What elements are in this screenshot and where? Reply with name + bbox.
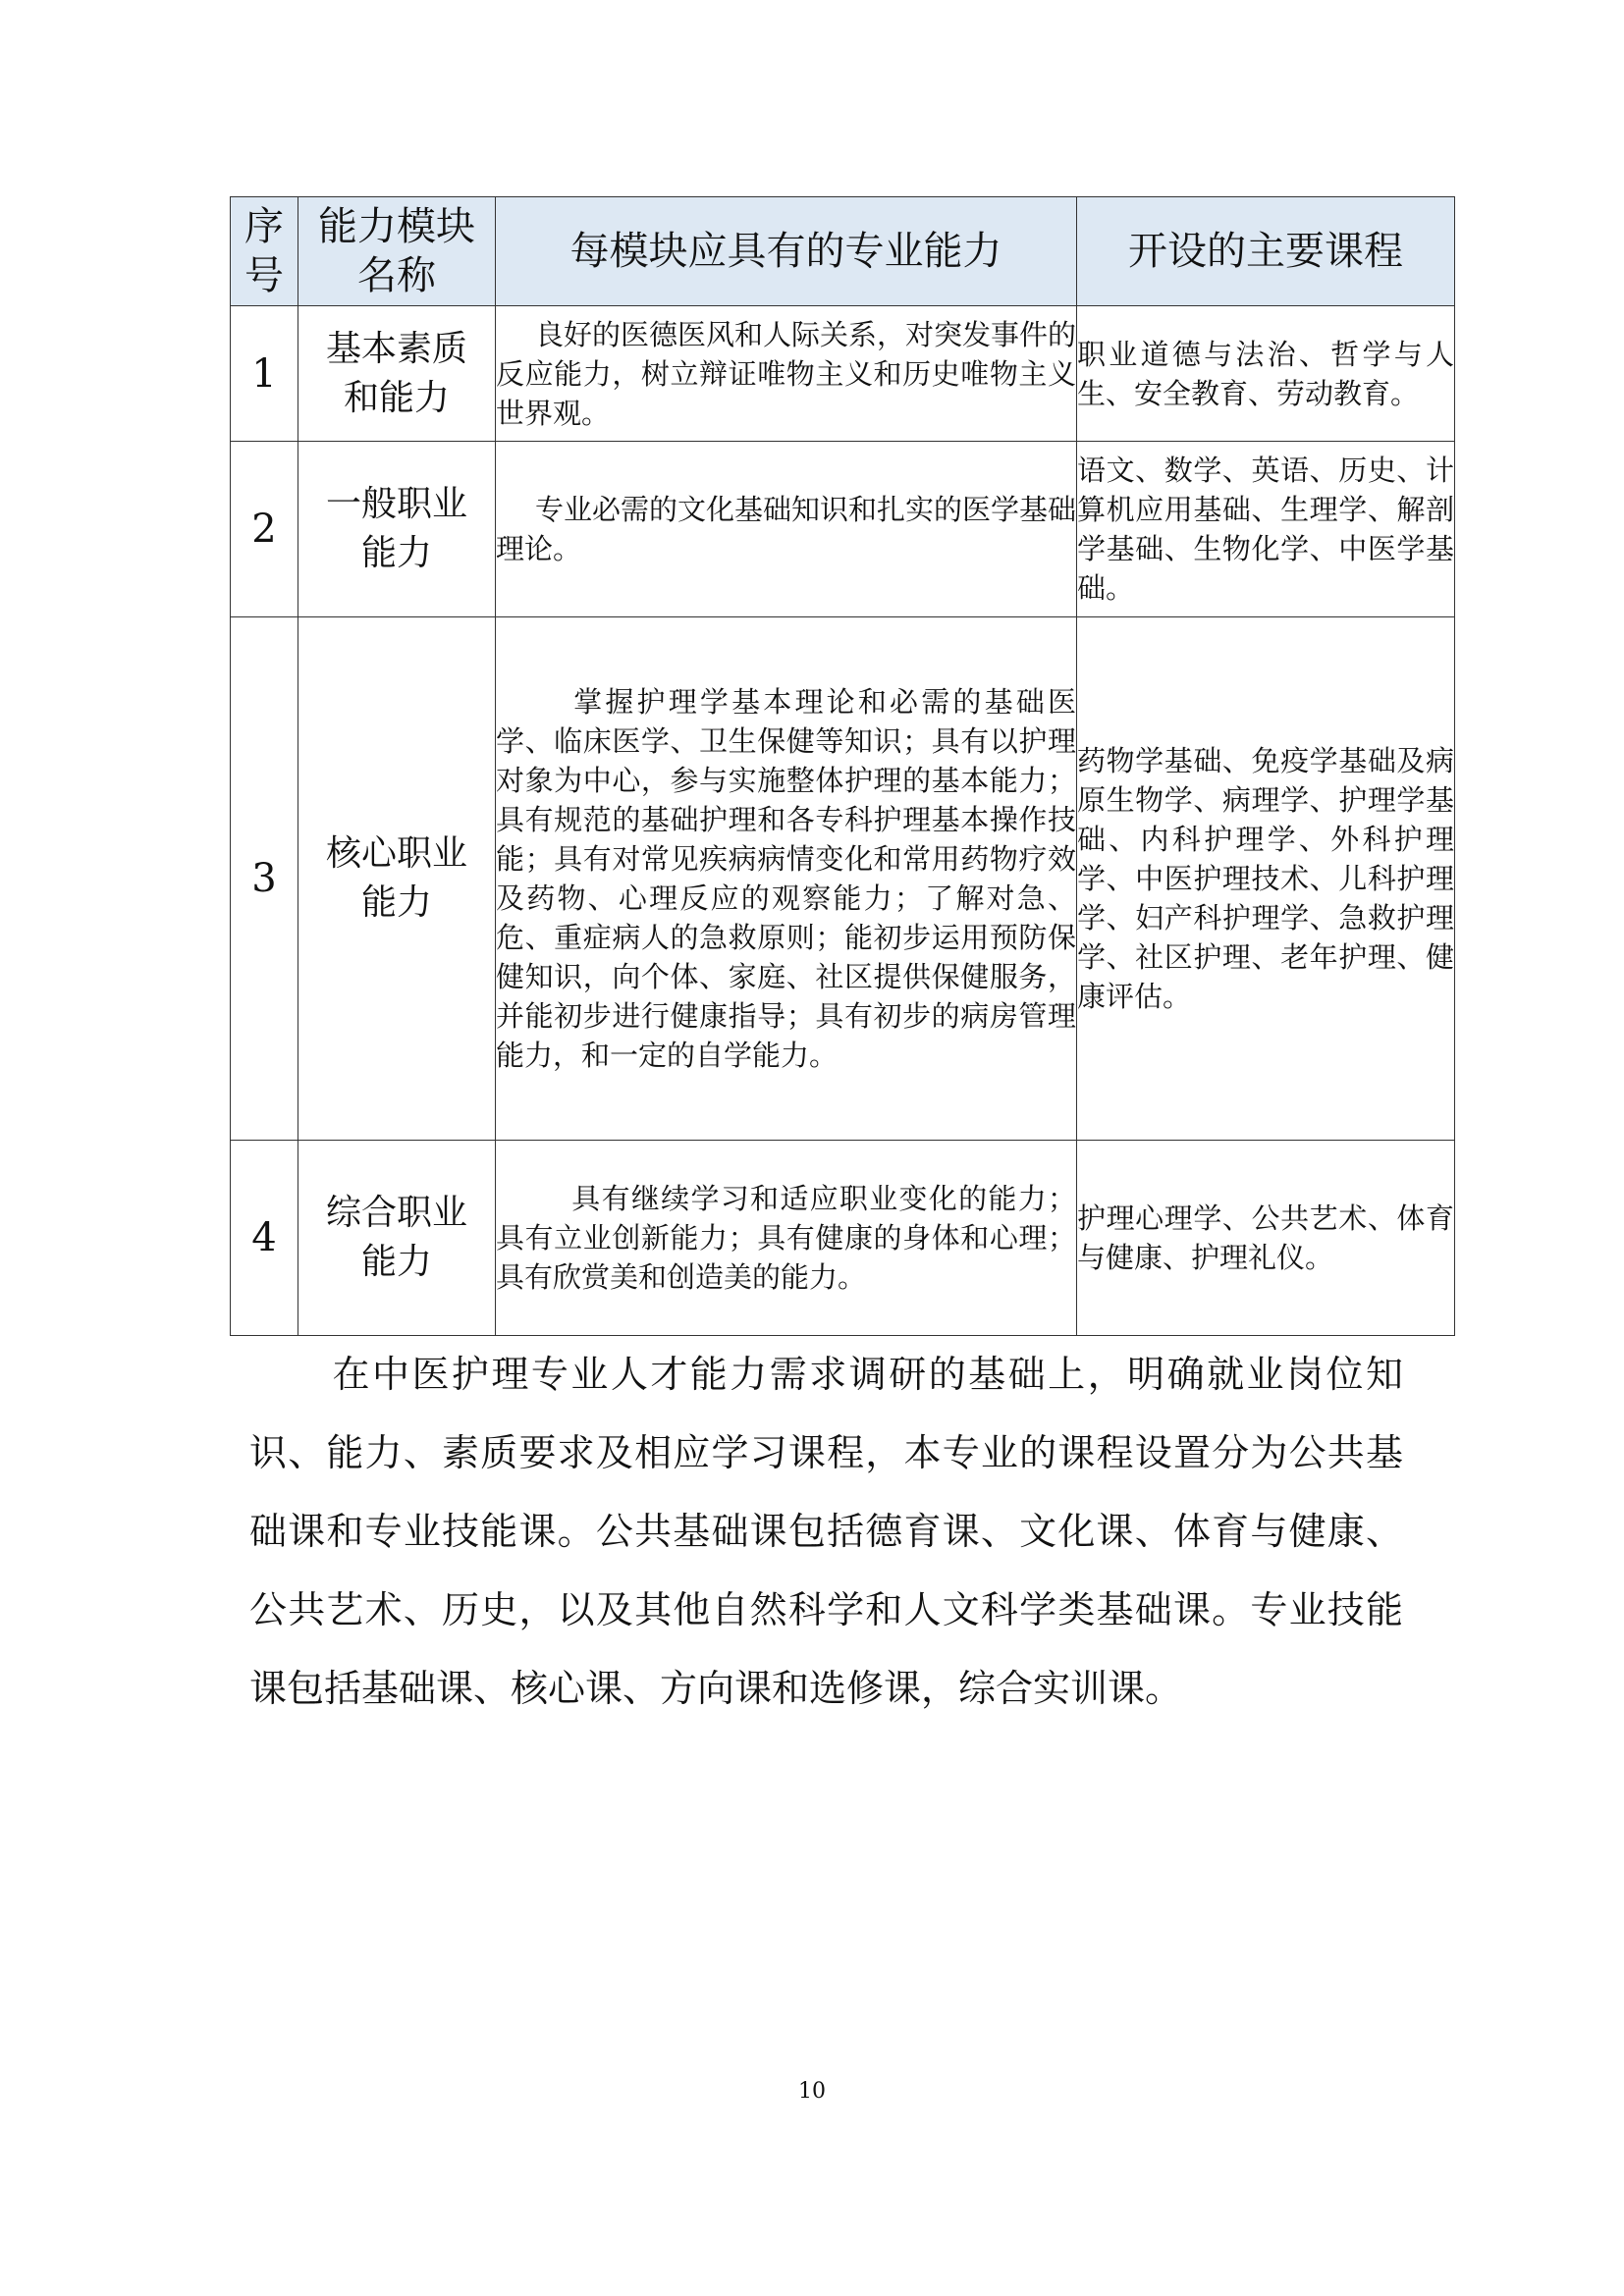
module-name: 一般职业 能力: [298, 442, 496, 617]
body-paragraph: 在中医护理专业人才能力需求调研的基础上，明确就业岗位知识、能力、素质要求及相应学习课程，本专业的课程设置分为公共基础课和专业技能课。公共基础课包括德育课、文化课、体育与健康、公共艺术、历史，以及其他自然科学和人文科学类基础课。专业技能课包括基础课、核心课、方向课和选修课，综合实训课。: [249, 1353, 1403, 1710]
row-number: 1: [231, 306, 298, 442]
course-list: 语文、数学、英语、历史、计算机应用基础、生理学、解剖学基础、生物化学、中医学基础。: [1077, 442, 1455, 617]
header-main-courses: 开设的主要课程: [1077, 197, 1455, 306]
page-number: 10: [798, 2079, 826, 2104]
row-number: 2: [231, 442, 298, 617]
module-name: 综合职业 能力: [298, 1141, 496, 1336]
header-module-name: 能力模块 名称: [298, 197, 496, 306]
table-row: [231, 617, 1455, 1141]
table-row: [231, 442, 1455, 617]
course-list: 职业道德与法治、哲学与人生、安全教育、劳动教育。: [1077, 306, 1455, 442]
table-header-row: [231, 197, 1455, 306]
header-professional-ability: 每模块应具有的专业能力: [496, 197, 1077, 306]
row-number: 3: [231, 617, 298, 1141]
course-list: 药物学基础、免疫学基础及病原生物学、病理学、护理学基础、内科护理学、外科护理学、中医护理技术、儿科护理学、妇产科护理学、急救护理学、社区护理、老年护理、健康评估。: [1077, 617, 1455, 1141]
course-list: 护理心理学、公共艺术、体育与健康、护理礼仪。: [1077, 1141, 1455, 1336]
header-serial-number: 序 号: [231, 197, 298, 306]
table-row: [231, 306, 1455, 442]
module-name: 核心职业 能力: [298, 617, 496, 1141]
table-row: [231, 1141, 1455, 1336]
ability-text: 具有继续学习和适应职业变化的能力；具有立业创新能力；具有健康的身体和心理；具有欣赏美和创造美的能力。: [496, 1141, 1077, 1336]
ability-text: 掌握护理学基本理论和必需的基础医学、临床医学、卫生保健等知识；具有以护理对象为中心，参与实施整体护理的基本能力；具有规范的基础护理和各专科护理基本操作技能；具有对常见疾病病情变化和常用药物疗效及药物、心理反应的观察能力；了解对急、危、重症病人的急救原则；能初步运用预防保健知识，向个体、家庭、社区提供保健服务，并能初步进行健康指导；具有初步的病房管理能力，和一定的自学能力。: [496, 617, 1077, 1141]
ability-text: 专业必需的文化基础知识和扎实的医学基础理论。: [496, 442, 1077, 617]
row-number: 4: [231, 1141, 298, 1336]
module-name: 基本素质 和能力: [298, 306, 496, 442]
ability-text: 良好的医德医风和人际关系，对突发事件的反应能力，树立辩证唯物主义和历史唯物主义世界观。: [496, 306, 1077, 442]
ability-module-table: [230, 196, 1455, 1336]
